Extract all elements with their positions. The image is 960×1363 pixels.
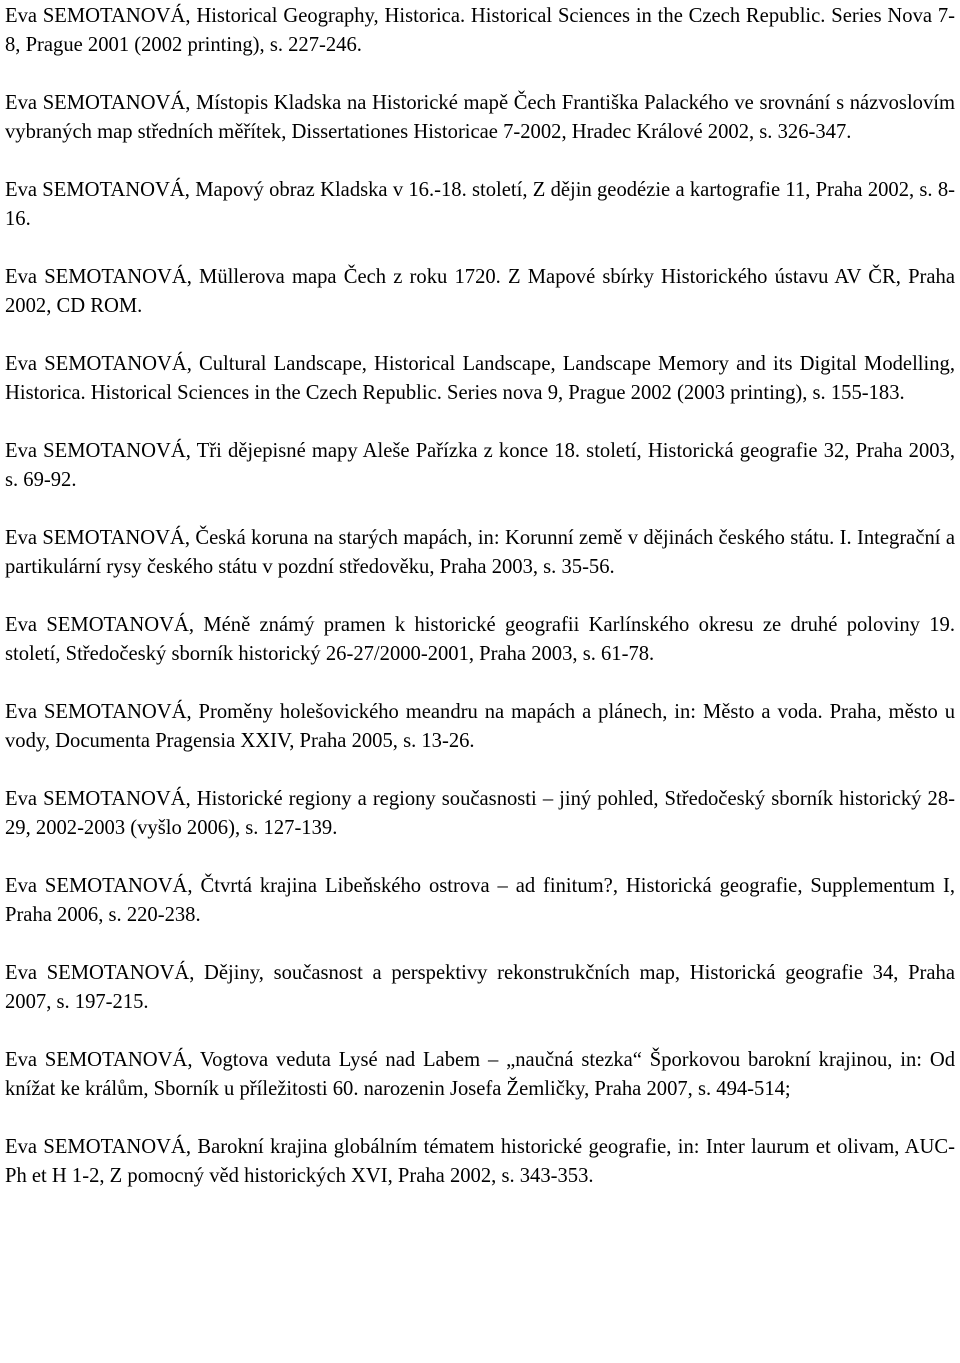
bibliography-entry: Eva SEMOTANOVÁ, Čtvrtá krajina Libeňského ostrova – ad finitum?, Historická geografie, Supplementum I, Praha 2006, s. 220-238.: [5, 875, 955, 926]
bibliography-entry: Eva SEMOTANOVÁ, Tři dějepisné mapy Aleše Pařízka z konce 18. století, Historická geografie 32, Praha 2003, s. 69-92.: [5, 440, 955, 491]
bibliography-entry: Eva SEMOTANOVÁ, Proměny holešovického meandru na mapách a plánech, in: Město a voda. Praha, město u vody, Documenta Pragensia XXIV, Praha 2005, s. 13-26.: [5, 701, 955, 752]
bibliography-entry: Eva SEMOTANOVÁ, Historical Geography, Historica. Historical Sciences in the Czech Republic. Series Nova 7-8, Prague 2001 (2002 printing), s. 227-246.: [5, 5, 955, 56]
bibliography-entry: Eva SEMOTANOVÁ, Místopis Kladska na Historické mapě Čech Františka Palackého ve srovnání s názvoslovím vybraných map středních měřítek, Dissertationes Historicae 7-2002, Hradec Králové 2002, s. 326-347.: [5, 92, 955, 143]
bibliography-entry: Eva SEMOTANOVÁ, Müllerova mapa Čech z roku 1720. Z Mapové sbírky Historického ústavu AV ČR, Praha 2002, CD ROM.: [5, 266, 955, 317]
bibliography-entry: Eva SEMOTANOVÁ, Méně známý pramen k historické geografii Karlínského okresu ze druhé poloviny 19. století, Středočeský sborník historický 26-27/2000-2001, Praha 2003, s. 61-78.: [5, 614, 955, 665]
bibliography-entry: Eva SEMOTANOVÁ, Cultural Landscape, Historical Landscape, Landscape Memory and its Digital Modelling, Historica. Historical Sciences in the Czech Republic. Series nova 9, Prague 2002 (2003 printing), s. 155-183.: [5, 353, 955, 404]
bibliography-entry: Eva SEMOTANOVÁ, Historické regiony a regiony současnosti – jiný pohled, Středočeský sborník historický 28-29, 2002-2003 (vyšlo 2006), s. 127-139.: [5, 788, 955, 839]
bibliography-entry: Eva SEMOTANOVÁ, Dějiny, současnost a perspektivy rekonstrukčních map, Historická geografie 34, Praha 2007, s. 197-215.: [5, 962, 955, 1013]
bibliography-entry: Eva SEMOTANOVÁ, Vogtova veduta Lysé nad Labem – „naučná stezka“ Šporkovou barokní krajinou, in: Od knížat ke králům, Sborník u příležitosti 60. narozenin Josefa Žemličky, Praha 2007, s. 494-514;: [5, 1049, 955, 1100]
bibliography-entry: Eva SEMOTANOVÁ, Česká koruna na starých mapách, in: Korunní země v dějinách českého státu. I. Integrační a partikulární rysy českého státu v pozdní středověku, Praha 2003, s. 35-56.: [5, 527, 955, 578]
bibliography-entry: Eva SEMOTANOVÁ, Barokní krajina globálním tématem historické geografie, in: Inter laurum et olivam, AUC-Ph et H 1-2, Z pomocný věd historických XVI, Praha 2002, s. 343-353.: [5, 1136, 955, 1187]
bibliography-entry: Eva SEMOTANOVÁ, Mapový obraz Kladska v 16.-18. století, Z dějin geodézie a kartografie 11, Praha 2002, s. 8-16.: [5, 179, 955, 230]
